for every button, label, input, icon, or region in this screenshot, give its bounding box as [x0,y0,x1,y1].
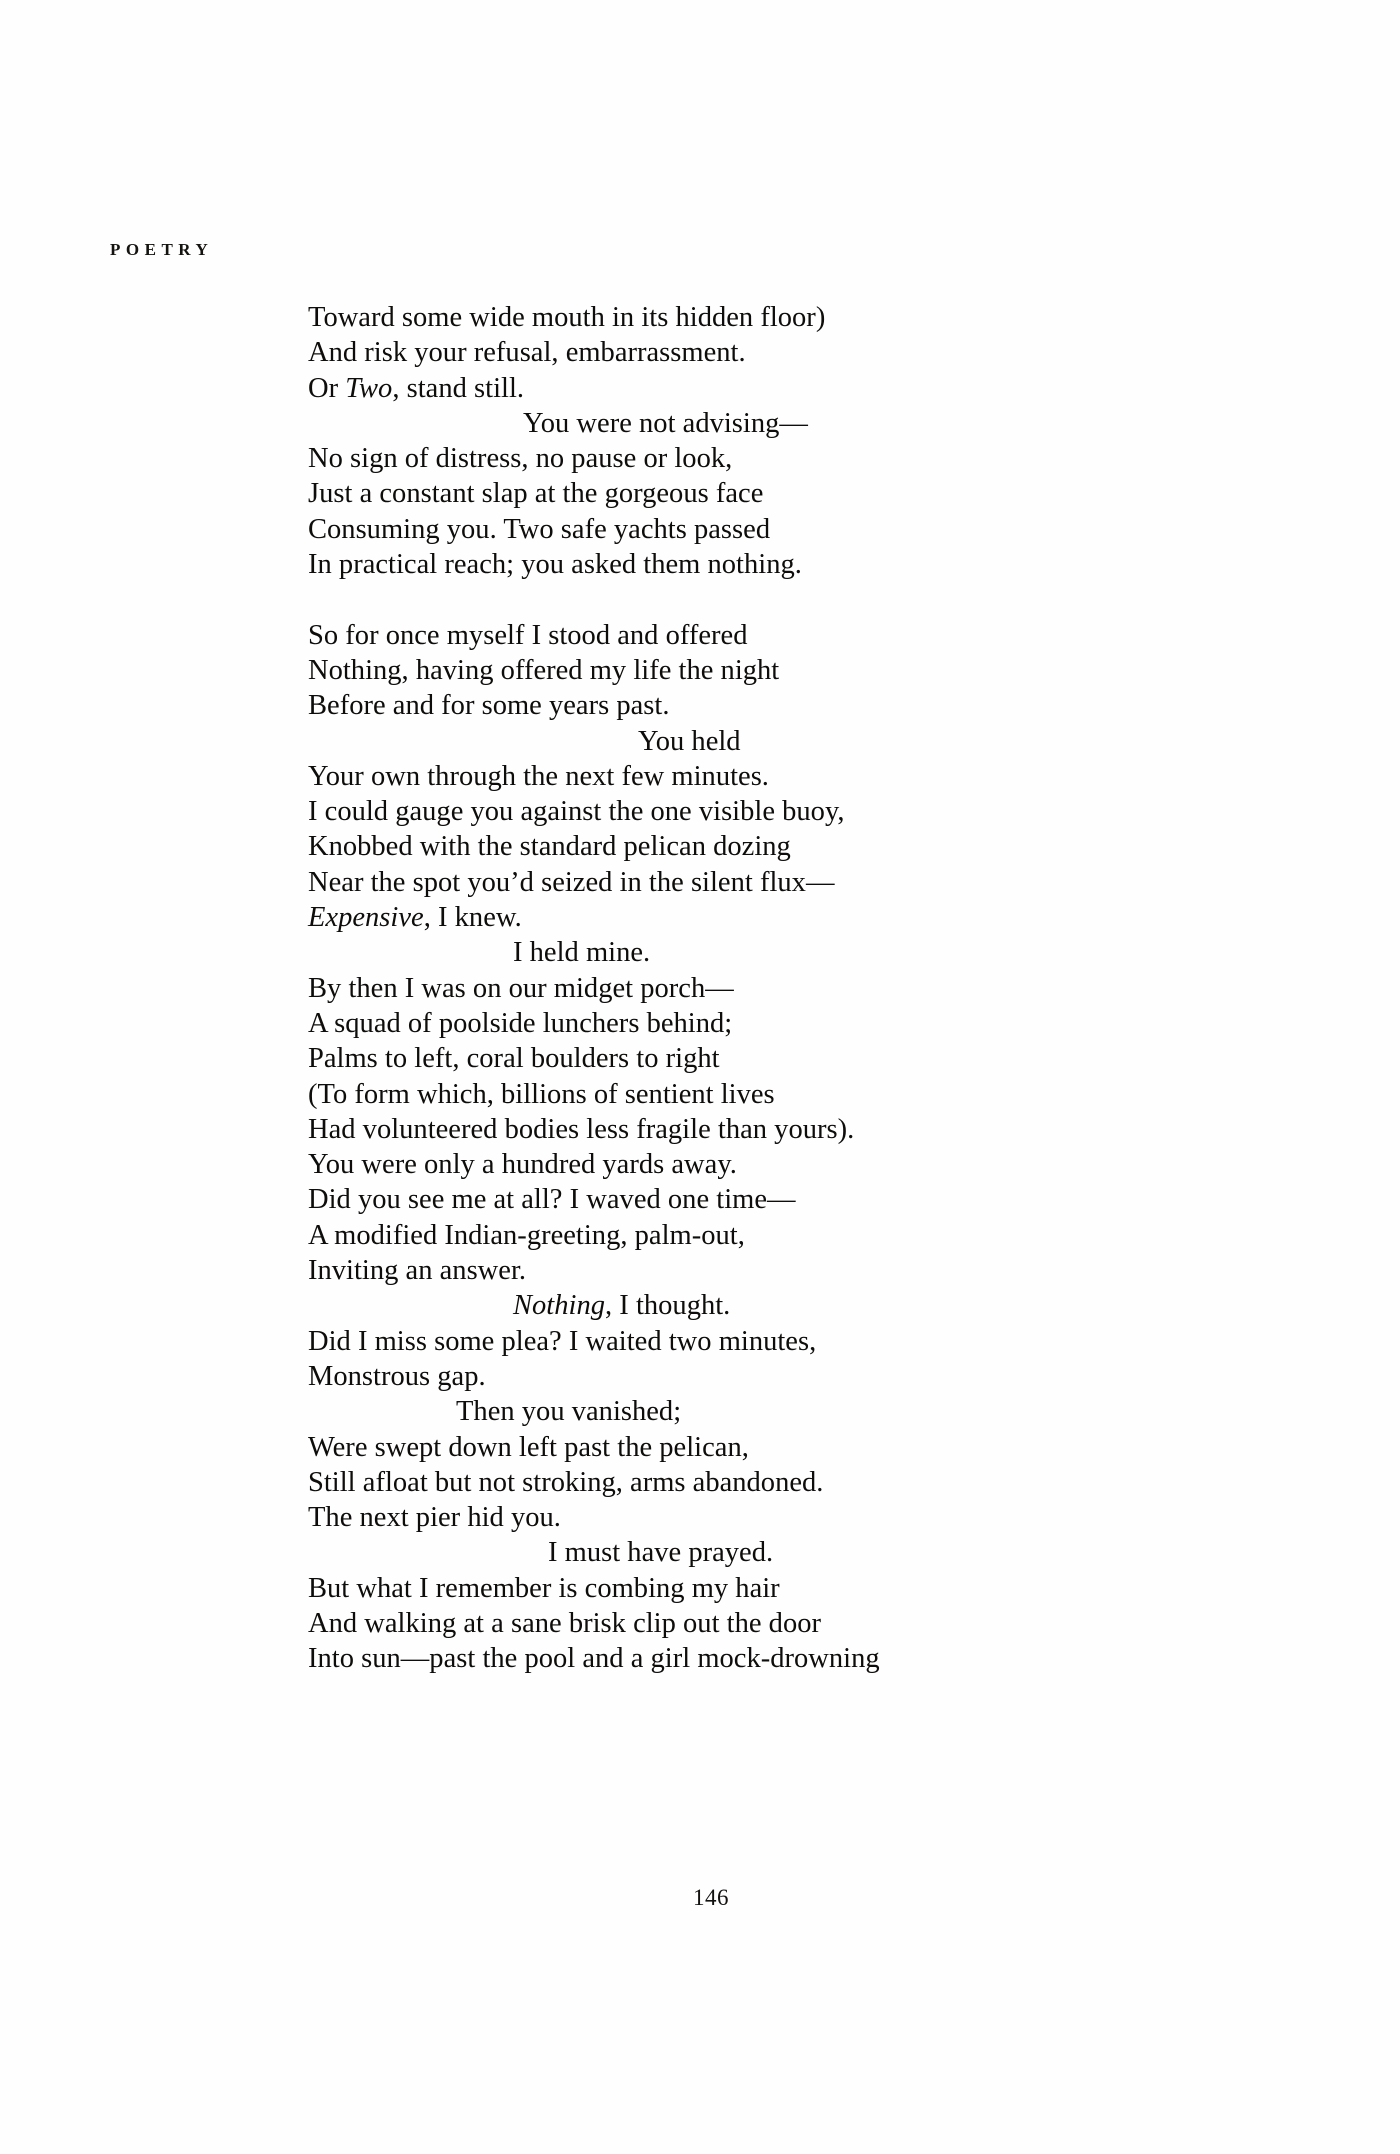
poem-line: A modified Indian-greeting, palm-out, [308,1219,745,1251]
poem-line: You were not advising— [523,407,808,439]
poem-line: Nothing, having offered my life the night [308,654,780,686]
poem-line: I held mine. [513,937,651,969]
poem-line: By then I was on our midget porch— [308,972,734,1004]
poem-line: Had volunteered bodies less fragile than yours). [308,1113,855,1145]
poem-line: Near the spot you’d seized in the silent flux— [308,866,835,898]
poem-line: (To form which, billions of sentient lives [308,1078,775,1110]
page-number-value: 146 [693,1885,729,1910]
poem-line: Just a constant slap at the gorgeous face [308,478,764,510]
poem-line: Before and for some years past. [308,690,670,722]
poem-line: Or Two, stand still. [308,372,525,404]
poem-line: You were only a hundred yards away. [308,1149,737,1181]
poem-line: Inviting an answer. [308,1255,527,1287]
poem-line: Did you see me at all? I waved one time— [308,1184,796,1216]
poem-line-italic: Nothing [513,1290,605,1322]
poem-line: Consuming you. Two safe yachts passed [308,513,771,545]
poem-line: I must have prayed. [548,1537,774,1569]
poem-line: Still afloat but not stroking, arms abandoned. [308,1466,824,1498]
poem-line: The next pier hid you. [308,1502,561,1534]
poem-line: You held [638,725,741,757]
poem-line: Were swept down left past the pelican, [308,1431,749,1463]
poem-body [308,300,1008,1677]
poem-line: Nothing, I thought. [513,1290,731,1322]
running-head: POETRY [110,240,214,259]
poem-line: Into sun—past the pool and a girl mock-drowning [308,1643,880,1675]
stanza-gap [308,582,1008,617]
poem-line: Then you vanished; [456,1396,682,1428]
poem-line: Monstrous gap. [308,1360,486,1392]
poem-line: Did I miss some plea? I waited two minutes, [308,1325,817,1357]
poem-line: Palms to left, coral boulders to right [308,1043,720,1075]
poem-line-italic: Expensive [308,902,424,934]
poem-line: A squad of poolside lunchers behind; [308,1007,733,1039]
poem-line: In practical reach; you asked them nothing. [308,549,802,581]
page-number [0,1885,1400,1911]
poem-line: Knobbed with the standard pelican dozing [308,831,791,863]
poem-line: I could gauge you against the one visible buoy, [308,796,845,828]
poem-line: So for once myself I stood and offered [308,619,748,651]
poem-line: Your own through the next few minutes. [308,760,769,792]
poem-line: Expensive, I knew. [308,902,522,934]
poem-line: Toward some wide mouth in its hidden floor) [308,302,826,333]
poem-line: And risk your refusal, embarrassment. [308,337,746,369]
poem-line: But what I remember is combing my hair [308,1572,780,1604]
poem-line-italic: Two [345,372,393,404]
poem-line: And walking at a sane brisk clip out the door [308,1607,821,1639]
poem-line: No sign of distress, no pause or look, [308,443,733,475]
